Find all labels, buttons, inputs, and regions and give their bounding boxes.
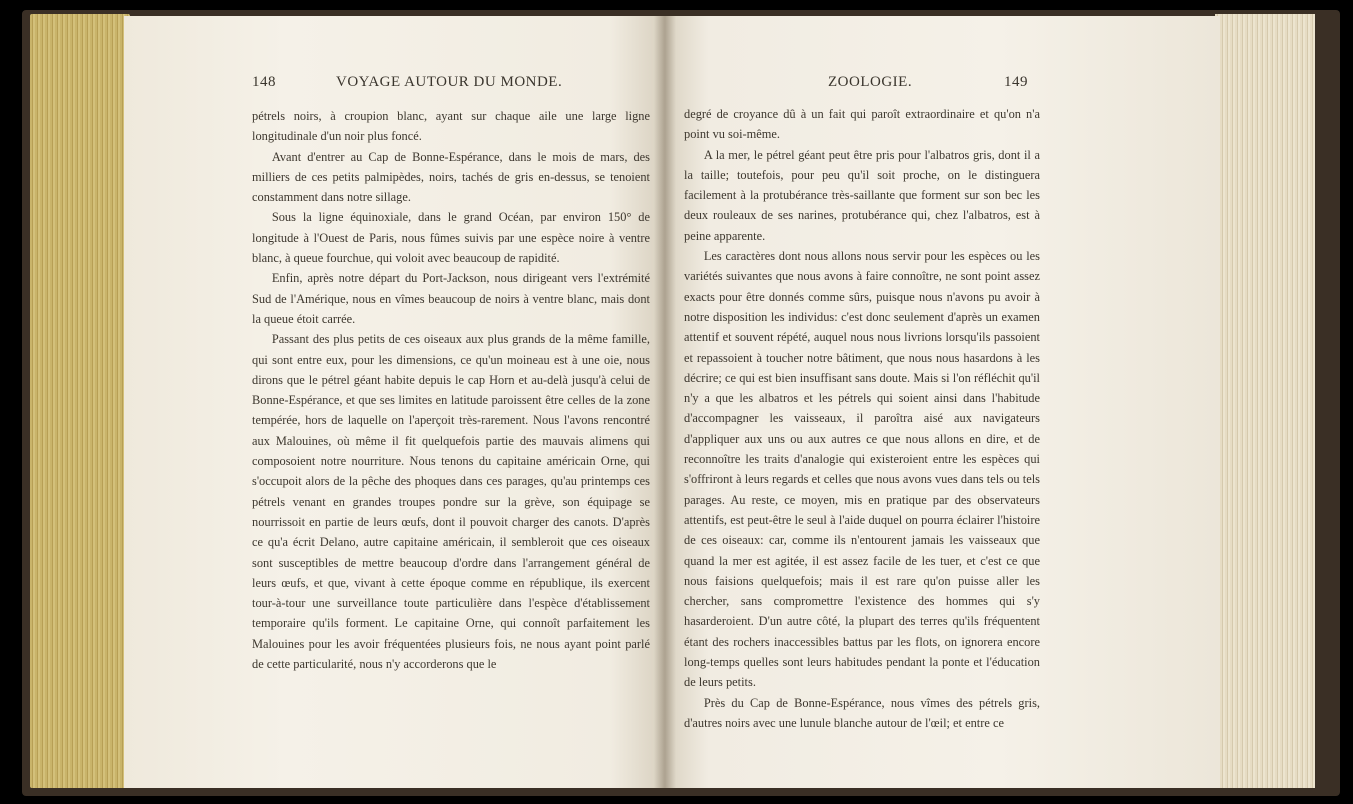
right-page-number: 149 — [1004, 74, 1028, 90]
left-running-title: VOYAGE AUTOUR DU MONDE. — [336, 74, 563, 90]
left-paragraph-5: Passant des plus petits de ces oiseaux aux plus grands de la même famille, qui sont entre eux, pour les dimensions, ce qu'un moineau est à une oie, nous dirons que le pétrel géant habite depuis le cap Horn et au-delà jusqu'à celui de Bonne-Espérance, et que ses limites en latitude paroissent être celles de la zone tempérée, hors de laquelle on l'aperçoit très-rarement. Nous l'avons rencontré aux Malouines, où même il fit quelquefois partie des mauvais alimens qui composoient notre nourriture. Nous tenons du capitaine américain Orne, qui s'occupoit alors de la pêche des phoques dans ces parages, qu'au printemps ces pétrels venant en grandes troupes pondre sur la grève, son équipage se nourrissoit en partie de leurs œufs, dont il pouvoit charger des canots. D'après ce qu'a écrit Delano, autre capitaine américain, il sembleroit que ces oiseaux sont susceptibles de mettre beaucoup d'ordre dans l'arrangement général de leurs œufs, et que, vivant à cette époque comme en république, ils exercent tour-à-tour une surveillance toute particulière dans l'espèce d'établissement temporaire qu'ils forment. Le capitaine Orne, qui connoît parfaitement les Malouines pour les avoir fréquentées plusieurs fois, ne nous ayant point parlé de cette particularité, nous n'y accorderons que le — [252, 332, 650, 672]
page-edges-right — [1215, 14, 1315, 788]
right-paragraph-2: A la mer, le pétrel géant peut être pris pour l'albatros gris, dont il a la taille; toutefois, pour peu qu'il soit proche, on le distinguera facilement à la protubérance très-saillante que forment sur son bec les deux rouleaux de ses narines, protubérance qui, chez l'albatros, est à peine apparente. — [684, 147, 1040, 243]
right-paragraph-1: degré de croyance dû à un fait qui paroît extraordinaire et qu'on n'a point vu soi-même. — [684, 107, 1040, 142]
left-paragraph-2: Avant d'entrer au Cap de Bonne-Espérance, dans le mois de mars, des milliers de ces petits palmipèdes, noirs, tachés de gris en-dessus, se tenoient constamment dans notre sillage. — [252, 149, 650, 205]
right-paragraph-3: Les caractères dont nous allons nous servir pour les espèces ou les variétés suivantes que nous avons à faire connoître, ne sont point assez exacts pour être donnés comme sûrs, puisque nous n'avons pu avoir à notre disposition les individus: c'est donc seulement d'après un examen attentif et souvent répété, auquel nous nous livrions lorsqu'ils passoient et repassoient à toucher notre bâtiment, que nous nous hasardons à les décrire; ce qui est bien insuffisant sans doute. Mais si l'on réfléchit qu'il n'y a que les albatros et les pétrels qui soient ainsi dans l'habitude d'accompagner les vaisseaux, il paroîtra aisé aux navigateurs d'appliquer aux uns ou aux autres ce que nous allons en dire, et de reconnoître les traits d'analogie qui existeroient entre les espèces qui s'offriront à leurs regards et celles que nous avons vues dans tels ou tels parages. Au reste, ce moyen, mis en pratique par des observateurs attentifs, est peut-être le seul à l'aide duquel on pourra éclairer l'histoire de ces oiseaux: car, comme ils n'entourent jamais les vaisseaux que quand la mer est agitée, il est assez facile de les tuer, et c'est ce que nous faisions quelquefois; mais il est rare qu'on puisse aller les chercher, sans compromettre l'existence des hommes qui s'y hasarderoient. D'un autre côté, la plupart des terres qu'ils fréquentent étant des rochers inaccessibles battus par les flots, on ignorera encore long-temps quelles sont leurs habitudes pendant la ponte et l'éducation de leurs petits. — [684, 249, 1040, 690]
page-edges-left — [30, 14, 130, 788]
left-paragraph-4: Enfin, après notre départ du Port-Jackson, nous dirigeant vers l'extrémité Sud de l'Amérique, nous en vîmes beaucoup de noirs à ventre blanc, mais dont la queue étoit carrée. — [252, 271, 650, 326]
book-gutter — [654, 16, 676, 788]
right-paragraph-4: Près du Cap de Bonne-Espérance, nous vîmes des pétrels gris, d'autres noirs avec une lunule blanche autour de l'œil; et entre ce — [684, 695, 1040, 730]
left-paragraph-3: Sous la ligne équinoxiale, dans le grand Océan, par environ 150° de longitude à l'Ouest de Paris, nous fûmes suivis par une espèce noire à ventre blanc, à queue fourchue, qui voloit avec beaucoup de rapidité. — [252, 210, 650, 266]
right-running-title: ZOOLOGIE. — [828, 74, 913, 90]
left-page-text — [252, 106, 650, 674]
left-paragraph-1: pétrels noirs, à croupion blanc, ayant sur chaque aile une large ligne longitudinale d'un noir plus foncé. — [252, 109, 650, 144]
right-page-text — [684, 104, 1040, 733]
left-page-number: 148 — [252, 74, 276, 90]
